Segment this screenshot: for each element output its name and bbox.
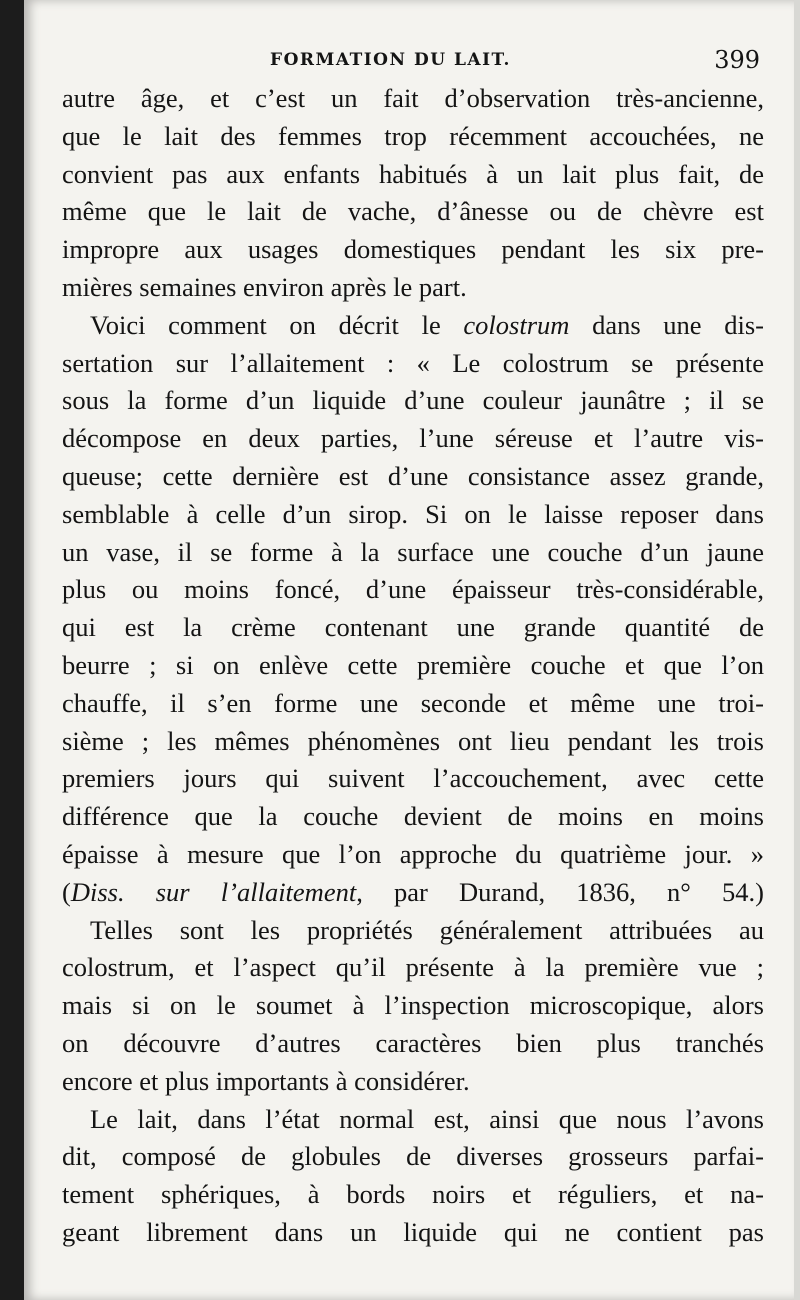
text-line: différence que la couche devient de moins en moins [62,801,764,832]
text-line: même que le lait de vache, d’ânesse ou de chèvre est [62,196,764,227]
text-line: mais si on le soumet à l’inspection microscopique, alors [62,990,764,1021]
text-line: Voici comment on décrit le colostrum dans une dis- [90,309,764,340]
text-line: que le lait des femmes trop récemment accouchées, ne [62,120,764,151]
body-text [62,80,764,1252]
text-line: semblable à celle d’un sirop. Si on le laisse reposer dans [62,498,764,529]
italic-term: colostrum [463,309,570,340]
text-line: chauffe, il s’en forme une seconde et même une troi- [62,687,764,718]
text-line: Telles sont les propriétés généralement attribuées au [90,914,764,945]
text-line: sous la forme d’un liquide d’une couleur jaunâtre ; il se [62,385,764,416]
text-line: Le lait, dans l’état normal est, ainsi que nous l’avons [90,1103,764,1134]
page-edge [794,0,800,1300]
text-line: sertation sur l’allaitement : « Le colostrum se présente [62,347,764,378]
text-line: sième ; les mêmes phénomènes ont lieu pendant les trois [62,725,764,756]
text-line: colostrum, et l’aspect qu’il présente à la première vue ; [62,952,764,983]
text-line: qui est la crème contenant une grande quantité de [62,612,764,643]
text-line: plus ou moins foncé, d’une épaisseur très-considérable, [62,574,764,605]
book-page [24,0,796,1300]
running-title: FORMATION DU LAIT. [270,50,511,70]
text-line: tement sphériques, à bords noirs et réguliers, et na- [62,1179,764,1210]
text-line: beurre ; si on enlève cette première couche et que l’on [62,649,764,680]
text-line: geant librement dans un liquide qui ne contient pas [62,1216,764,1247]
page-number: 399 [714,46,760,74]
text-line: on découvre d’autres caractères bien plus tranchés [62,1027,764,1058]
page-header [24,46,764,76]
text-line: dit, composé de globules de diverses grosseurs parfai- [62,1141,764,1172]
text-line: queuse; cette dernière est d’une consistance assez grande, [62,460,764,491]
text-line: encore et plus importants à considérer. [62,1065,470,1096]
text-line: autre âge, et c’est un fait d’observation très-ancienne, [62,83,764,113]
text-line: mières semaines environ après le part. [62,271,467,302]
text-line: décompose en deux parties, l’une séreuse et l’autre vis- [62,423,764,454]
citation-title: Diss. sur l’allaitement [70,876,357,907]
text-line: épaisse à mesure que l’on approche du quatrième jour. » [62,838,764,869]
text-line: convient pas aux enfants habitués à un lait plus fait, de [62,158,764,189]
text-line: impropre aux usages domestiques pendant les six pre- [62,234,764,265]
citation-line: (Diss. sur l’allaitement, par Durand, 1836, n° 54.) [62,876,764,907]
text-line: premiers jours qui suivent l’accouchement, avec cette [62,763,764,794]
text-line: un vase, il se forme à la surface une couche d’un jaune [62,536,764,567]
